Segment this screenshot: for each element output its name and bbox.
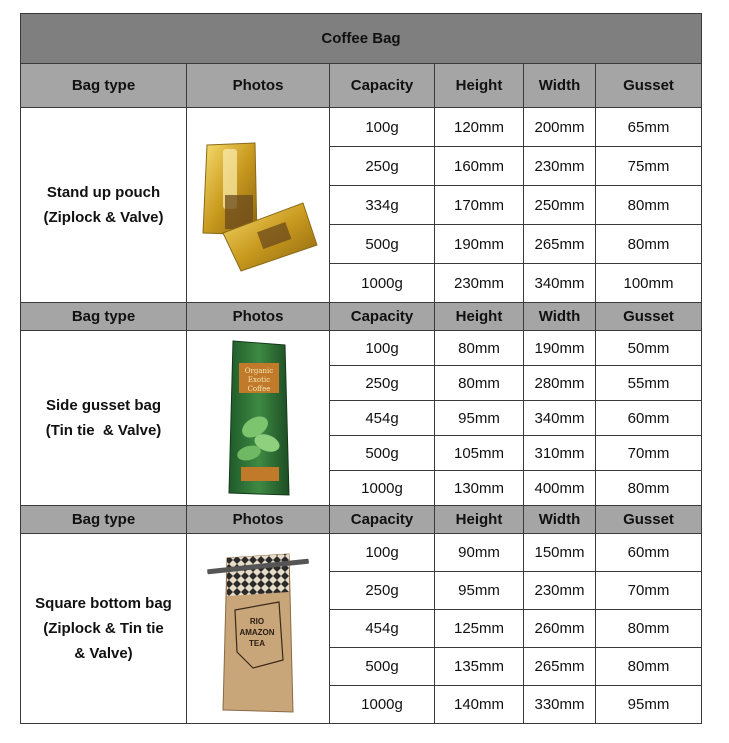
width-cell: 340mm xyxy=(524,401,596,436)
header-capacity: Capacity xyxy=(330,506,435,534)
capacity-cell: 454g xyxy=(330,401,435,436)
width-cell: 280mm xyxy=(524,366,596,401)
bag-label-line-1: RIO xyxy=(249,616,265,626)
height-cell: 160mm xyxy=(435,147,524,186)
gusset-cell: 100mm xyxy=(596,264,702,303)
capacity-cell: 500g xyxy=(330,648,435,686)
header-capacity: Capacity xyxy=(330,303,435,331)
width-cell: 260mm xyxy=(524,610,596,648)
height-cell: 105mm xyxy=(435,436,524,471)
width-cell: 265mm xyxy=(524,225,596,264)
width-cell: 310mm xyxy=(524,436,596,471)
capacity-cell: 250g xyxy=(330,147,435,186)
coffee-bag-spec-table xyxy=(20,13,702,724)
bag-type-features: (Ziplock & Tin tie xyxy=(43,620,164,637)
header-bag-type: Bag type xyxy=(21,64,187,108)
bag-label-line-1: Organic xyxy=(244,367,274,375)
capacity-cell: 1000g xyxy=(330,471,435,506)
bag-label-line-3: TEA xyxy=(249,638,265,648)
header-photos: Photos xyxy=(187,303,330,331)
height-cell: 80mm xyxy=(435,366,524,401)
header-gusset: Gusset xyxy=(596,303,702,331)
width-cell: 230mm xyxy=(524,147,596,186)
height-cell: 120mm xyxy=(435,108,524,147)
header-height: Height xyxy=(435,64,524,108)
header-photos: Photos xyxy=(187,506,330,534)
capacity-cell: 500g xyxy=(330,436,435,471)
table-row xyxy=(21,534,702,572)
capacity-cell: 100g xyxy=(330,108,435,147)
gusset-cell: 65mm xyxy=(596,108,702,147)
gusset-cell: 50mm xyxy=(596,331,702,366)
bag-label-line-2: AMAZON xyxy=(239,627,275,637)
header-height: Height xyxy=(435,303,524,331)
capacity-cell: 100g xyxy=(330,331,435,366)
capacity-cell: 250g xyxy=(330,366,435,401)
capacity-cell: 500g xyxy=(330,225,435,264)
gusset-cell: 95mm xyxy=(596,686,702,724)
height-cell: 95mm xyxy=(435,572,524,610)
bag-label-line-2: Exotic xyxy=(247,376,271,384)
header-gusset: Gusset xyxy=(596,506,702,534)
gusset-cell: 80mm xyxy=(596,648,702,686)
bag-type-name: Side gusset bag xyxy=(45,397,162,414)
header-width: Width xyxy=(524,506,596,534)
capacity-cell: 1000g xyxy=(330,686,435,724)
capacity-cell: 1000g xyxy=(330,264,435,303)
gusset-cell: 55mm xyxy=(596,366,702,401)
capacity-cell: 454g xyxy=(330,610,435,648)
gusset-cell: 80mm xyxy=(596,225,702,264)
bag-label-line-3: Coffee xyxy=(247,385,271,393)
gold-stand-up-pouch-photo xyxy=(187,108,330,303)
header-photos: Photos xyxy=(187,64,330,108)
bag-type-cell xyxy=(21,331,187,506)
height-cell: 90mm xyxy=(435,534,524,572)
kraft-square-bottom-bag-photo xyxy=(187,534,330,724)
bag-type-cell xyxy=(21,108,187,303)
header-row xyxy=(21,506,702,534)
gusset-cell: 60mm xyxy=(596,401,702,436)
gusset-cell: 75mm xyxy=(596,147,702,186)
header-row xyxy=(21,303,702,331)
height-cell: 170mm xyxy=(435,186,524,225)
height-cell: 80mm xyxy=(435,331,524,366)
bag-type-features: (Tin tie & Valve) xyxy=(45,422,162,439)
width-cell: 400mm xyxy=(524,471,596,506)
green-side-gusset-bag-photo xyxy=(187,331,330,506)
gusset-cell: 80mm xyxy=(596,186,702,225)
header-gusset: Gusset xyxy=(596,64,702,108)
height-cell: 130mm xyxy=(435,471,524,506)
height-cell: 140mm xyxy=(435,686,524,724)
table-row xyxy=(21,331,702,366)
width-cell: 190mm xyxy=(524,331,596,366)
width-cell: 265mm xyxy=(524,648,596,686)
capacity-cell: 334g xyxy=(330,186,435,225)
height-cell: 135mm xyxy=(435,648,524,686)
bag-type-features-cont: & Valve) xyxy=(74,645,133,662)
table-row xyxy=(21,108,702,147)
width-cell: 340mm xyxy=(524,264,596,303)
table-title: Coffee Bag xyxy=(21,14,702,64)
width-cell: 200mm xyxy=(524,108,596,147)
gusset-cell: 80mm xyxy=(596,471,702,506)
height-cell: 95mm xyxy=(435,401,524,436)
height-cell: 125mm xyxy=(435,610,524,648)
bag-type-cell xyxy=(21,534,187,724)
width-cell: 250mm xyxy=(524,186,596,225)
header-width: Width xyxy=(524,64,596,108)
height-cell: 230mm xyxy=(435,264,524,303)
gusset-cell: 60mm xyxy=(596,534,702,572)
width-cell: 150mm xyxy=(524,534,596,572)
capacity-cell: 250g xyxy=(330,572,435,610)
bag-type-name: Square bottom bag xyxy=(35,595,172,612)
header-capacity: Capacity xyxy=(330,64,435,108)
width-cell: 330mm xyxy=(524,686,596,724)
header-bag-type: Bag type xyxy=(21,303,187,331)
gusset-cell: 80mm xyxy=(596,610,702,648)
capacity-cell: 100g xyxy=(330,534,435,572)
bag-type-features: (Ziplock & Valve) xyxy=(43,209,164,226)
bag-type-name: Stand up pouch xyxy=(46,184,161,201)
gusset-cell: 70mm xyxy=(596,572,702,610)
header-bag-type: Bag type xyxy=(21,506,187,534)
header-height: Height xyxy=(435,506,524,534)
height-cell: 190mm xyxy=(435,225,524,264)
gusset-cell: 70mm xyxy=(596,436,702,471)
header-width: Width xyxy=(524,303,596,331)
width-cell: 230mm xyxy=(524,572,596,610)
header-row xyxy=(21,64,702,108)
